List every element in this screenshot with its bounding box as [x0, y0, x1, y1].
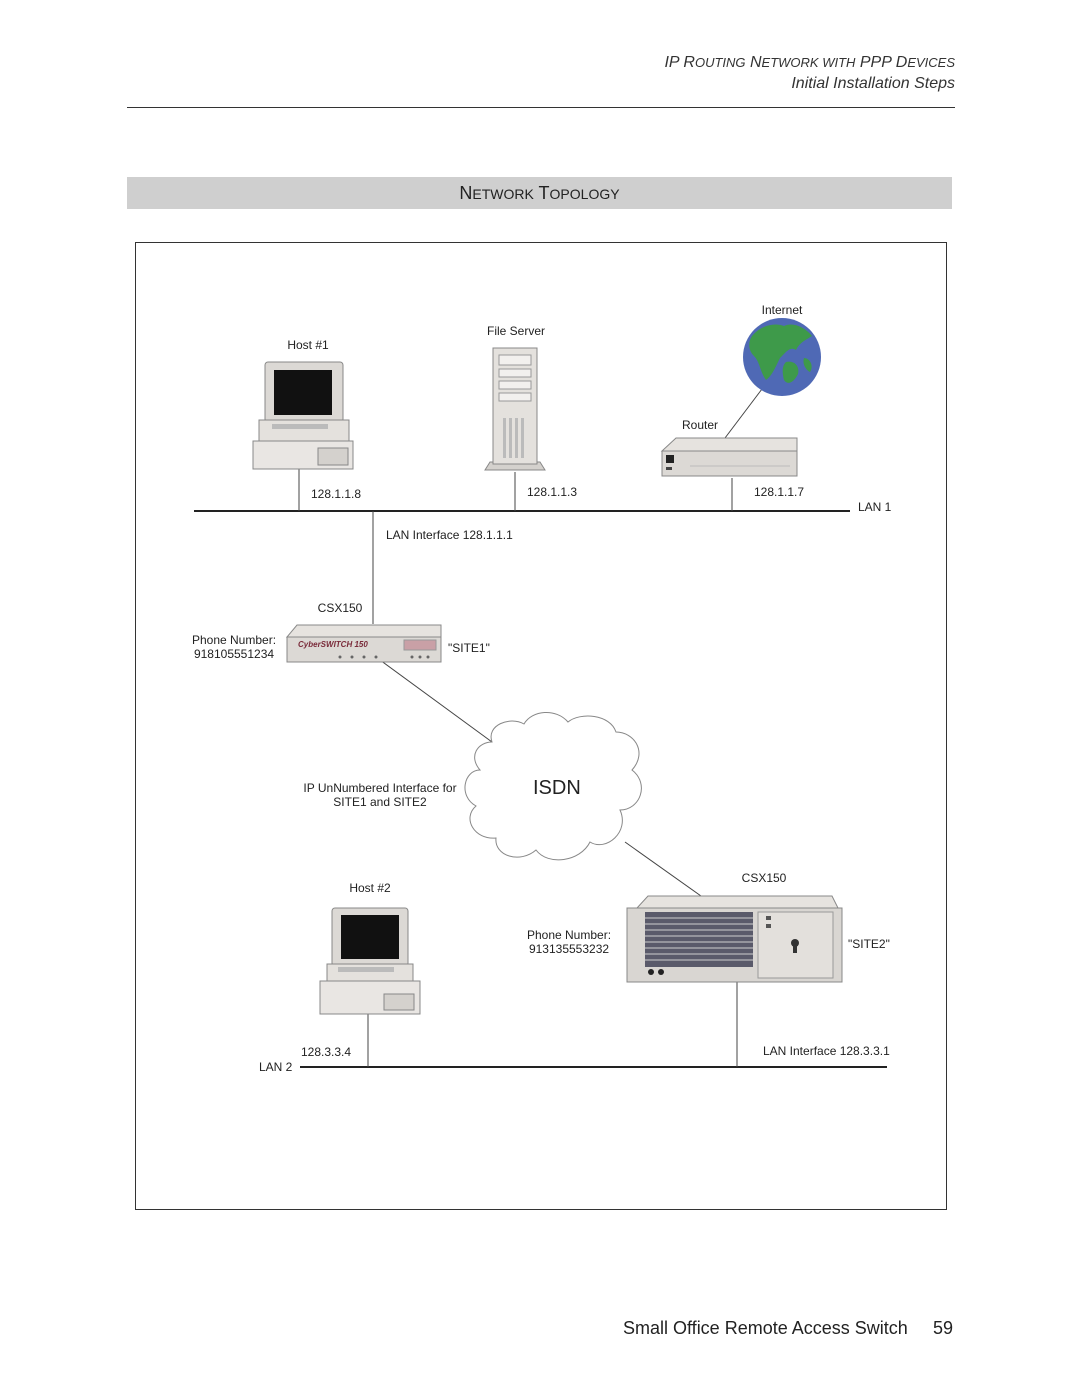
lan1-label: LAN 1 [858, 500, 892, 514]
phone-number-2: 913135553232 [528, 942, 610, 956]
device-brand-logo: CyberSWITCH 150 [298, 640, 368, 649]
page-number: 59 [933, 1318, 954, 1338]
file-server-icon [485, 348, 545, 470]
lan2-label: LAN 2 [259, 1060, 293, 1074]
file-server-label: File Server [486, 324, 546, 338]
phone-label-1: Phone Number: [191, 633, 277, 647]
csx150-bottom-label: CSX150 [741, 871, 787, 885]
csx-isdn-link-1 [380, 660, 492, 742]
section-title: NETWORK TOPOLOGY [127, 177, 952, 209]
csx-isdn-link-2 [625, 842, 701, 896]
lan-interface-1-label: LAN Interface 128.1.1.1 [386, 528, 513, 542]
router-label: Router [681, 418, 719, 432]
running-header-chapter: IP ROUTING NETWORK WITH PPP DEVICES [664, 54, 955, 71]
phone-number-1: 918105551234 [193, 647, 275, 661]
running-header-section: Initial Installation Steps [791, 75, 955, 92]
isdn-label: ISDN [533, 777, 581, 799]
host2-label: Host #2 [349, 881, 391, 895]
site2-label: "SITE2" [848, 937, 890, 951]
host1-ip: 128.1.1.8 [311, 487, 362, 501]
host2-computer-icon [320, 908, 420, 1014]
internet-globe-icon [743, 318, 821, 396]
router-globe-link [725, 389, 762, 438]
file-server-ip: 128.1.1.3 [527, 485, 578, 499]
ip-unnumbered-line1: IP UnNumbered Interface for [303, 781, 457, 795]
site1-label: "SITE1" [448, 641, 490, 655]
footer-title: Small Office Remote Access Switch [623, 1318, 908, 1338]
lan-interface-2-label: LAN Interface 128.3.3.1 [763, 1044, 890, 1058]
internet-label: Internet [761, 303, 803, 317]
csx150-bottom-device-icon [627, 896, 842, 982]
router-ip: 128.1.1.7 [754, 485, 805, 499]
host2-ip: 128.3.3.4 [301, 1045, 352, 1059]
host1-label: Host #1 [287, 338, 329, 352]
ip-unnumbered-line2: SITE1 and SITE2 [333, 795, 427, 809]
phone-label-2: Phone Number: [526, 928, 612, 942]
router-icon [662, 438, 797, 476]
host1-computer-icon [253, 362, 353, 469]
csx150-top-label: CSX150 [317, 601, 363, 615]
